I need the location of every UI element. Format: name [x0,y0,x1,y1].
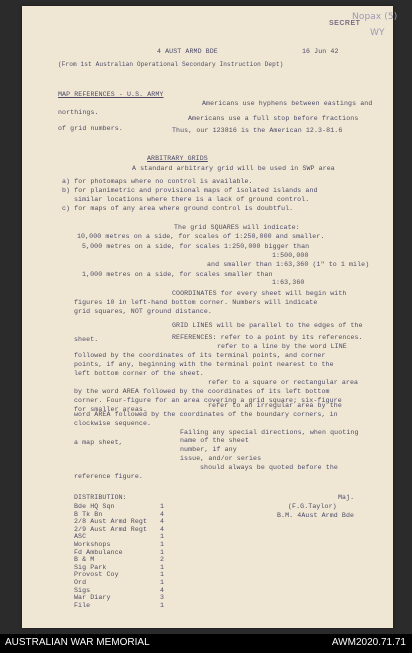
header-unit: 4 AUST ARMD BDE [157,48,218,55]
text-line: northings. [58,109,99,116]
text-line: a map sheet, [74,439,123,446]
text-line: 1,000 metres on a side, for scales smaller than [82,271,273,278]
text-line: points, if any, beginning with the terminal point nearest to the [74,361,334,368]
distribution-row [74,594,184,602]
text-line: issue, and/or series [180,455,262,462]
distribution-copies: 4 [160,525,165,533]
distribution-unit: Fd Ambulance [74,548,123,556]
distribution-copies: 4 [160,586,165,594]
archive-name: AUSTRALIAN WAR MEMORIAL [5,637,150,648]
text-line: name of the sheet [180,437,249,444]
distribution-row [74,541,184,549]
text-line: 10,000 metres on a side, for scales of 1:250,000 and smaller. [77,233,325,240]
text-line: 1:500,000 [272,252,309,259]
distribution-unit: Sig Park [74,563,107,571]
text-line: Thus, our 123816 is the American 12.3-81.6 [172,127,343,134]
distribution-row [74,526,184,534]
distribution-copies: 3 [160,594,165,602]
text-line: Americans use hyphens between eastings and [202,100,373,107]
secret-stamp: SECRET [329,20,361,27]
distribution-unit: ASC [74,533,87,541]
signature-name: (F.G.Taylor) [288,503,337,510]
archive-reference: AWM2020.71.71 [331,637,406,648]
text-line: clockwise sequence. [74,420,152,427]
distribution-row [74,511,184,519]
distribution-unit: 2/9 Aust Armd Regt [74,525,148,533]
text-line: c) for maps of any area where ground control is doubtful. [62,205,294,212]
header-source: (From 1st Australian Operational Secondary Instruction Dept) [58,61,284,68]
distribution-copies: 1 [160,540,165,548]
header-date: 16 Jun 42 [302,48,339,55]
distribution-row [74,503,184,511]
distribution-row [74,587,184,595]
distribution-unit: War Diary [74,594,111,602]
text-line: word AREA followed by the coordinates of the boundary corners, in [74,411,338,418]
distribution-copies: 1 [160,548,165,556]
distribution-copies: 1 [160,503,165,510]
distribution-unit: Sigs [74,586,91,594]
distribution-row [74,533,184,541]
distribution-list [74,503,184,609]
text-line: GRID LINES will be parallel to the edges of the [172,322,363,329]
text-line: followed by the coordinates of its terminal points, and corner [74,352,326,359]
distribution-copies: 4 [160,518,165,526]
distribution-copies: 2 [160,556,165,564]
text-line: 1:63,360 [272,279,305,286]
signature-rank: Maj. [338,494,355,501]
text-line: Failing any special directions, when quoting [180,429,359,436]
text-line: and smaller than 1:63,360 (1" to 1 mile) [207,261,370,268]
text-line: for smaller areas. [74,406,148,413]
text-line: sheet. [74,336,99,343]
text-line: refer to a square or rectangular area [208,379,359,386]
distribution-copies: 1 [160,571,165,579]
text-line: a) for photomaps where no control is available. [62,178,253,185]
document-page [22,6,398,628]
archive-caption-bar [0,634,412,653]
distribution-copies: 1 [160,533,165,541]
text-line: number, if any [180,446,237,453]
distribution-copies: 1 [160,578,165,586]
distribution-heading: DISTRIBUTION: [74,494,127,501]
text-line: The grid SQUARES will indicate: [174,224,300,231]
distribution-row [74,571,184,579]
distribution-row [74,579,184,587]
text-line: of grid numbers. [58,125,123,132]
text-line: corner. Four-figure for an area covering a grid square; six-figure [74,397,342,404]
text-line: grid squares, NOT ground distance. [74,308,212,315]
text-line: REFERENCES: refer to a point by its references. [172,334,363,341]
distribution-unit: Ord [74,578,87,586]
distribution-row [74,564,184,572]
text-line: Americans use a full stop before fractions [188,115,359,122]
distribution-row [74,549,184,557]
text-line: refer to a line by the word LINE [217,343,347,350]
distribution-unit: Workshops [74,540,111,548]
distribution-unit: Bde HQ Sqn [74,503,115,510]
distribution-unit: B & M [74,556,95,564]
distribution-unit: B Tk Bn [74,510,103,518]
text-line: reference figure. [74,473,143,480]
distribution-row [74,602,184,610]
text-line: 5,000 metres on a side, for scales 1:250,000 bigger than [82,243,310,250]
pencil-initials: WY [370,28,385,38]
text-line: should always be quoted before the [200,464,338,471]
pencil-reference: Nopax (5) [352,12,398,22]
section-heading-map-references: MAP REFERENCES - U.S. ARMY [58,91,164,98]
text-line: b) for planimetric and provisional maps of isolated islands and [62,187,318,194]
text-line: A standard arbitrary grid will be used in SWP area [132,165,335,172]
distribution-row [74,556,184,564]
section-heading-arbitrary-grids: ARBITRARY GRIDS [147,155,208,162]
text-line: refer to an irregular area by the [208,402,342,409]
text-line: COORDINATES for every sheet will begin with [172,290,347,297]
distribution-unit: 2/8 Aust Armd Regt [74,518,148,526]
signature-appointment: B.M. 4Aust Armd Bde [277,512,355,519]
distribution-unit: Provost Coy [74,571,119,579]
text-line: by the word AREA followed by the coordinates of its left bottom [74,388,330,395]
distribution-copies: 1 [160,563,165,571]
distribution-copies: 1 [160,601,165,609]
text-line: left bottom corner of the sheet. [74,370,204,377]
distribution-unit: File [74,601,91,609]
distribution-row [74,518,184,526]
text-line: figures 10 in left-hand bottom corner. Numbers will indicate [74,299,318,306]
distribution-copies: 4 [160,510,165,518]
text-line: similar locations where there is a lack of ground control. [74,196,310,203]
